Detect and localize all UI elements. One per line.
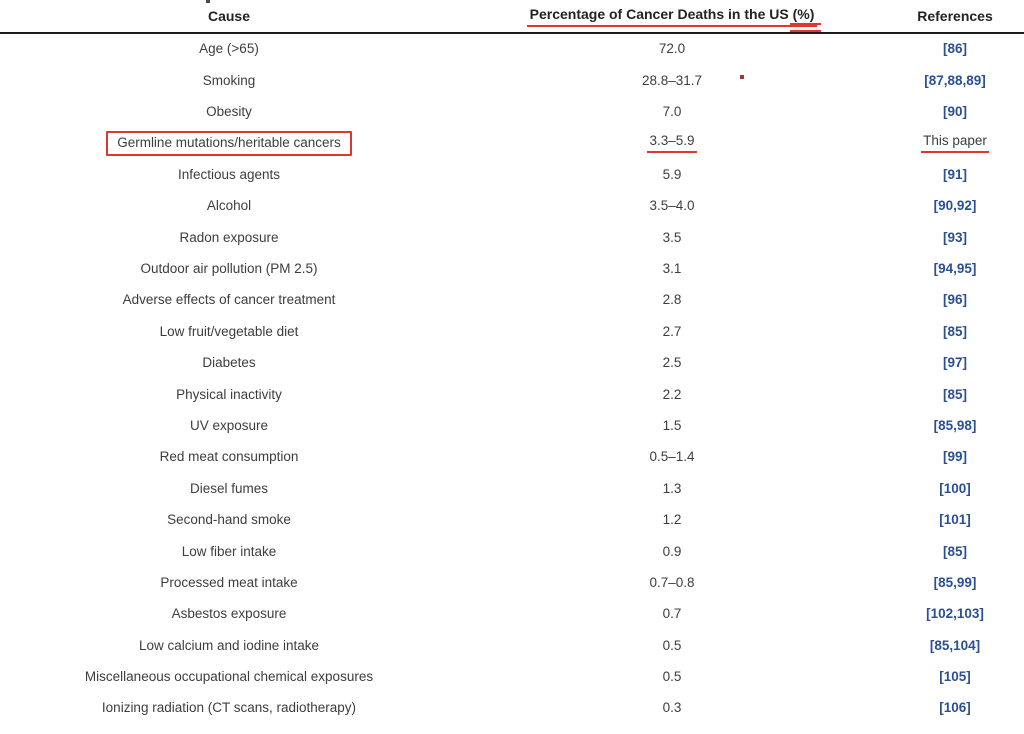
references-cell [886, 576, 1024, 591]
table-row [0, 411, 1024, 442]
pct-text: 0.3 [662, 700, 682, 716]
pct-text: 3.1 [662, 261, 682, 276]
percentage-cell [458, 545, 886, 560]
pct-text: 5.9 [662, 166, 682, 182]
pct-text: 0.5 [662, 669, 682, 685]
table-row [0, 285, 1024, 316]
table-row [0, 442, 1024, 473]
references-cell [886, 450, 1024, 465]
table-row [0, 191, 1024, 222]
column-header-references [886, 8, 1024, 24]
table-body [0, 34, 1024, 725]
column-header-cause-label: Cause [207, 8, 251, 24]
reference-link[interactable]: [85] [942, 386, 967, 402]
table-header-row [0, 0, 1024, 34]
table-row [0, 536, 1024, 567]
pct-text: 2.8 [662, 292, 682, 308]
percentage-cell [458, 639, 886, 654]
cause-cell [0, 639, 458, 654]
cause-cell [0, 450, 458, 465]
reference-link[interactable]: [85] [942, 543, 967, 559]
references-cell [886, 670, 1024, 685]
table-row [0, 599, 1024, 630]
cause-cell [0, 388, 458, 403]
references-cell [886, 134, 1024, 153]
cause-text: Processed meat intake [160, 574, 298, 590]
percentage-cell [458, 419, 886, 434]
references-cell [886, 482, 1024, 497]
percentage-cell [458, 670, 886, 685]
percentage-cell [458, 356, 886, 371]
references-cell [886, 639, 1024, 654]
percentage-cell [458, 262, 886, 277]
cause-text: Adverse effects of cancer treatment [122, 292, 336, 308]
pct-text: 2.5 [662, 355, 682, 371]
percentage-cell [458, 42, 886, 57]
table-row [0, 97, 1024, 128]
pct-text: 28.8–31.7 [641, 72, 703, 88]
percentage-cell [458, 388, 886, 403]
references-cell [886, 168, 1024, 183]
table-row [0, 379, 1024, 410]
references-cell [886, 293, 1024, 308]
references-cell [886, 419, 1024, 434]
references-cell [886, 607, 1024, 622]
pct-text: 3.5 [662, 229, 682, 245]
pct-text: 0.9 [662, 543, 682, 559]
percentage-cell [458, 134, 886, 153]
cause-cell [0, 105, 458, 120]
pct-text: 2.7 [662, 323, 682, 339]
references-cell [886, 545, 1024, 560]
reference-link[interactable]: [97] [942, 355, 967, 371]
column-header-references-label: References [917, 8, 993, 24]
table-row [0, 160, 1024, 191]
cause-text: Red meat consumption [159, 449, 299, 465]
table-row [0, 65, 1024, 96]
table-row [0, 34, 1024, 65]
cause-cell [0, 356, 458, 371]
ref-text: This paper [921, 134, 989, 153]
cause-cell [0, 513, 458, 528]
table-row [0, 693, 1024, 724]
reference-link[interactable]: [85,98] [933, 417, 977, 433]
reference-link[interactable]: [96] [942, 292, 967, 308]
references-cell [886, 325, 1024, 340]
table-row [0, 222, 1024, 253]
table-row [0, 348, 1024, 379]
cause-cell [0, 74, 458, 89]
references-cell [886, 105, 1024, 120]
column-header-percentage [458, 6, 886, 27]
reference-link[interactable]: [87,88,89] [924, 72, 986, 88]
table-row [0, 630, 1024, 661]
references-cell [886, 356, 1024, 371]
pct-text: 7.0 [662, 104, 682, 120]
percentage-cell [458, 74, 886, 89]
reference-link[interactable]: [90,92] [933, 198, 977, 214]
table-row [0, 662, 1024, 693]
references-cell [886, 199, 1024, 214]
cause-cell [0, 262, 458, 277]
pct-text: 1.2 [662, 512, 682, 528]
percentage-cell [458, 513, 886, 528]
cause-cell [0, 199, 458, 214]
pct-text: 72.0 [658, 41, 686, 57]
cause-cell [0, 701, 458, 716]
cause-text: Radon exposure [179, 229, 279, 245]
cause-text: Ionizing radiation (CT scans, radiotherapy) [101, 700, 357, 716]
reference-link[interactable]: [99] [942, 449, 967, 465]
table-row [0, 568, 1024, 599]
percentage-cell [458, 105, 886, 120]
reference-link[interactable]: [94,95] [933, 261, 977, 276]
reference-link[interactable]: [100] [939, 480, 971, 496]
cause-cell [0, 482, 458, 497]
reference-link[interactable]: [90] [942, 104, 967, 120]
cause-cell [0, 419, 458, 434]
references-cell [886, 42, 1024, 57]
table-row [0, 317, 1024, 348]
percentage-cell [458, 199, 886, 214]
pct-text: 0.7–0.8 [649, 574, 695, 590]
percentage-cell [458, 450, 886, 465]
pct-text: 2.2 [662, 386, 682, 402]
cause-text: Smoking [202, 72, 256, 88]
reference-link[interactable]: [93] [942, 229, 967, 245]
cause-cell [0, 131, 458, 156]
references-cell [886, 262, 1024, 277]
reference-link[interactable]: [85,99] [933, 574, 977, 590]
percentage-header-red-underline [527, 6, 818, 27]
pct-text: 3.3–5.9 [647, 134, 696, 153]
cause-text: Diesel fumes [189, 480, 269, 496]
table-row [0, 128, 1024, 159]
percentage-cell [458, 607, 886, 622]
cause-text: Obesity [206, 104, 252, 120]
reference-link[interactable]: [91] [942, 166, 967, 182]
references-cell [886, 701, 1024, 716]
percentage-cell [458, 576, 886, 591]
reference-link[interactable]: [85] [942, 323, 967, 339]
reference-link[interactable]: [101] [939, 512, 971, 528]
percentage-cell [458, 325, 886, 340]
percent-double-underline-mark [790, 23, 821, 32]
cause-cell [0, 325, 458, 340]
stray-red-mark [740, 75, 744, 79]
reference-link[interactable]: [105] [939, 669, 971, 685]
reference-link[interactable]: [106] [939, 700, 971, 716]
references-cell [886, 388, 1024, 403]
cause-text: Alcohol [206, 198, 252, 214]
percentage-cell [458, 482, 886, 497]
percentage-cell [458, 231, 886, 246]
percentage-cell [458, 293, 886, 308]
references-cell [886, 74, 1024, 89]
pct-text: 1.3 [662, 480, 682, 496]
cause-text: Diabetes [202, 355, 256, 371]
cause-text: Low fruit/vegetable diet [159, 323, 299, 339]
cause-text: Outdoor air pollution (PM 2.5) [140, 261, 318, 276]
cause-text: UV exposure [189, 417, 269, 433]
pct-text: 0.5 [662, 637, 682, 653]
percentage-cell [458, 701, 886, 716]
cause-cell [0, 42, 458, 57]
pct-text: 3.5–4.0 [649, 198, 695, 214]
reference-link[interactable]: [86] [942, 41, 967, 57]
pct-text: 0.5–1.4 [649, 449, 695, 465]
cause-text: Germline mutations/heritable cancers [106, 131, 352, 156]
cause-cell [0, 670, 458, 685]
column-header-cause [0, 8, 458, 24]
cause-text: Second-hand smoke [167, 512, 291, 528]
table-row [0, 473, 1024, 504]
cause-text: Physical inactivity [176, 386, 282, 402]
reference-link[interactable]: [85,104] [929, 637, 981, 653]
column-header-percentage-label: Percentage of Cancer Deaths in the US (%) [529, 5, 815, 22]
table-row [0, 254, 1024, 285]
cause-cell [0, 293, 458, 308]
cause-text: Miscellaneous occupational chemical exposures [84, 669, 374, 685]
pct-text: 1.5 [662, 417, 682, 433]
references-cell [886, 231, 1024, 246]
cause-text: Infectious agents [177, 166, 281, 182]
clipped-artifact [206, 0, 210, 3]
table-row [0, 505, 1024, 536]
reference-link[interactable]: [102,103] [926, 606, 984, 622]
cause-cell [0, 576, 458, 591]
cause-cell [0, 545, 458, 560]
cause-text: Low calcium and iodine intake [138, 637, 320, 653]
pct-text: 0.7 [662, 606, 682, 622]
cause-cell [0, 168, 458, 183]
cause-cell [0, 607, 458, 622]
percentage-cell [458, 168, 886, 183]
cause-cell [0, 231, 458, 246]
references-cell [886, 513, 1024, 528]
cause-text: Asbestos exposure [171, 606, 287, 622]
cause-text: Age (>65) [199, 41, 259, 57]
cause-text: Low fiber intake [181, 543, 277, 559]
